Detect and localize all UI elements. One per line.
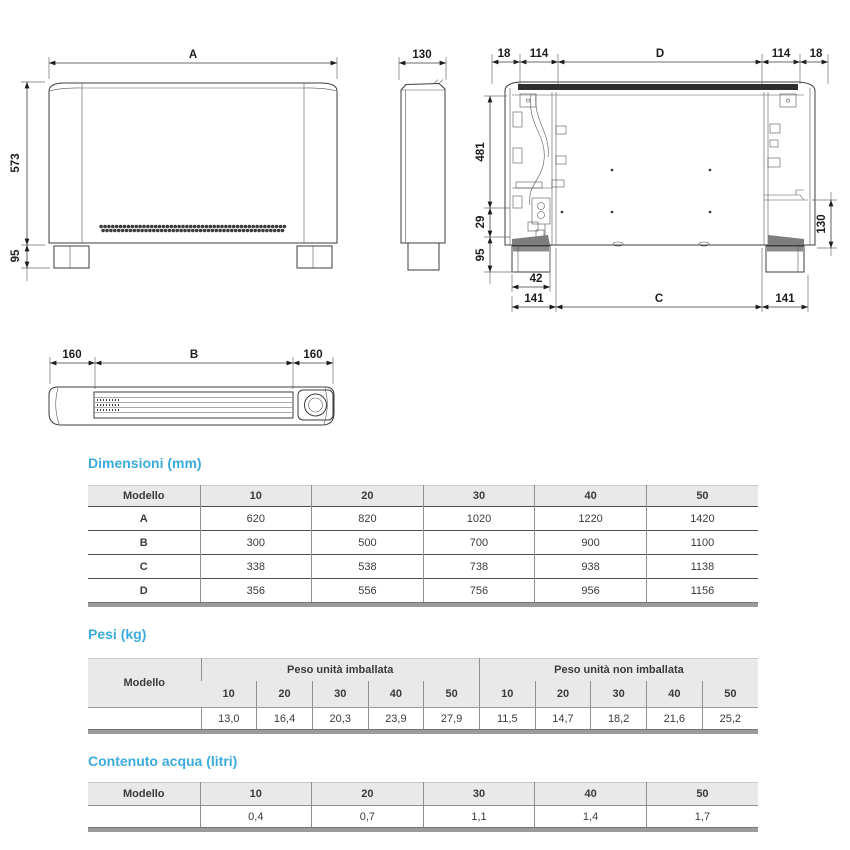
rear-left-drain [512,235,550,245]
front-view-body [49,83,337,268]
cell: 356 [200,579,312,603]
cell: 1100 [646,531,758,555]
col-header: 40 [647,681,703,708]
cell: 738 [423,555,535,579]
cell: 1220 [535,507,647,531]
group-header-row [88,659,758,682]
dim-label-160-right: 160 [303,349,323,361]
col-header: 30 [591,681,647,708]
col-header-20: 20 [312,783,424,806]
top-view-drawing [49,349,334,425]
col-header-modello: Modello [88,486,200,507]
cell: 1,1 [423,806,535,828]
cell: 23,9 [368,708,424,730]
table-bottom-bar [88,729,758,734]
cell: 1420 [646,507,758,531]
side-view-dimensions [399,49,446,80]
knob-outer-circle [305,394,327,416]
dim-label-18-right: 18 [809,48,823,60]
water-content-title: Contenuto acqua (litri) [88,753,238,769]
cell: 20,3 [312,708,368,730]
col-header: 10 [479,681,535,708]
cell: 1,7 [646,806,758,828]
cell: 1138 [646,555,758,579]
row-label: B [88,531,200,555]
weights-title: Pesi (kg) [88,626,147,642]
front-right-foot [297,246,332,268]
dim-label-141-left: 141 [524,293,544,305]
row-label-empty [88,806,200,828]
cell: 1020 [423,507,535,531]
col-header-50: 50 [646,486,758,507]
dim-label-width-a: A [188,49,198,61]
front-left-foot [54,246,89,268]
top-view-body [49,387,334,425]
rear-view-drawing [475,48,837,312]
dim-label-130-bracket: 130 [816,214,828,234]
cell: 18,2 [591,708,647,730]
dim-label-114-right: 114 [771,48,791,60]
table-row [88,806,758,828]
col-header-modello: Modello [88,659,201,708]
cell: 300 [200,531,312,555]
dim-label-height-573: 573 [10,153,22,173]
table-row [88,555,758,579]
group-header-unpacked: Peso unità non imballata [479,659,758,682]
dim-label-feet-95: 95 [10,249,22,263]
top-grille [94,392,293,418]
col-header-20: 20 [312,486,424,507]
col-header-10: 10 [200,486,312,507]
table-header-row [88,486,758,507]
dim-label-c: C [654,293,664,305]
table-row [88,531,758,555]
side-view-drawing [399,49,446,270]
col-header-10: 10 [200,783,312,806]
dimensions-table [88,485,758,602]
side-view-body [401,80,445,270]
col-header-40: 40 [535,486,647,507]
cell: 820 [312,507,424,531]
dim-label-18-left: 18 [497,48,511,60]
table-row [88,579,758,603]
rear-valve-assembly [532,198,550,224]
col-header: 40 [368,681,424,708]
cell: 25,2 [702,708,758,730]
cell: 756 [423,579,535,603]
cell: 0,4 [200,806,312,828]
cell: 14,7 [535,708,591,730]
rear-view-body [505,82,815,272]
cell: 13,0 [201,708,257,730]
col-header: 30 [312,681,368,708]
col-header-30: 30 [423,783,535,806]
table-bottom-bar [88,827,758,832]
knob-inner-circle [309,398,323,412]
col-header: 20 [535,681,591,708]
table-header-row [88,783,758,806]
cell: 1,4 [535,806,647,828]
front-view-drawing [10,49,337,281]
row-label: D [88,579,200,603]
dim-label-b: B [189,349,199,361]
cell: 21,6 [647,708,703,730]
dim-label-95-rear: 95 [475,248,487,262]
dim-label-141-right: 141 [775,293,795,305]
dim-label-d: D [655,48,665,60]
dim-label-160-left: 160 [62,349,82,361]
cell: 700 [423,531,535,555]
table-row [88,507,758,531]
cell: 956 [535,579,647,603]
col-header: 10 [201,681,257,708]
dim-label-42: 42 [529,273,543,285]
row-label-empty [88,708,201,730]
water-content-table [88,782,758,827]
water-content-section [88,753,758,832]
cell: 11,5 [479,708,535,730]
row-label: C [88,555,200,579]
cell: 16,4 [257,708,313,730]
dim-label-114-left: 114 [529,48,549,60]
cell: 338 [200,555,312,579]
table-row [88,708,758,730]
col-header-modello: Modello [88,783,200,806]
col-header: 20 [257,681,313,708]
col-header: 50 [702,681,758,708]
dim-label-depth-130: 130 [412,49,432,61]
rear-right-drain [768,235,804,245]
top-view-dimensions [50,349,333,389]
weights-section [88,626,758,734]
group-header-packed: Peso unità imballata [201,659,479,682]
cell: 1156 [646,579,758,603]
rear-top-grille-bar [518,84,798,90]
cell: 938 [535,555,647,579]
col-header-30: 30 [423,486,535,507]
cell: 0,7 [312,806,424,828]
weights-table [88,658,758,729]
side-foot [408,243,439,270]
dimensions-title: Dimensioni (mm) [88,455,202,471]
table-bottom-bar [88,602,758,607]
cell: 500 [312,531,424,555]
col-header-40: 40 [535,783,647,806]
cell: 538 [312,555,424,579]
cell: 900 [535,531,647,555]
dim-label-29: 29 [475,215,487,229]
col-header: 50 [424,681,480,708]
cell: 27,9 [424,708,480,730]
dimensions-section [88,455,758,607]
dim-label-481: 481 [475,142,487,162]
row-label: A [88,507,200,531]
cell: 620 [200,507,312,531]
cell: 556 [312,579,424,603]
col-header-50: 50 [646,783,758,806]
